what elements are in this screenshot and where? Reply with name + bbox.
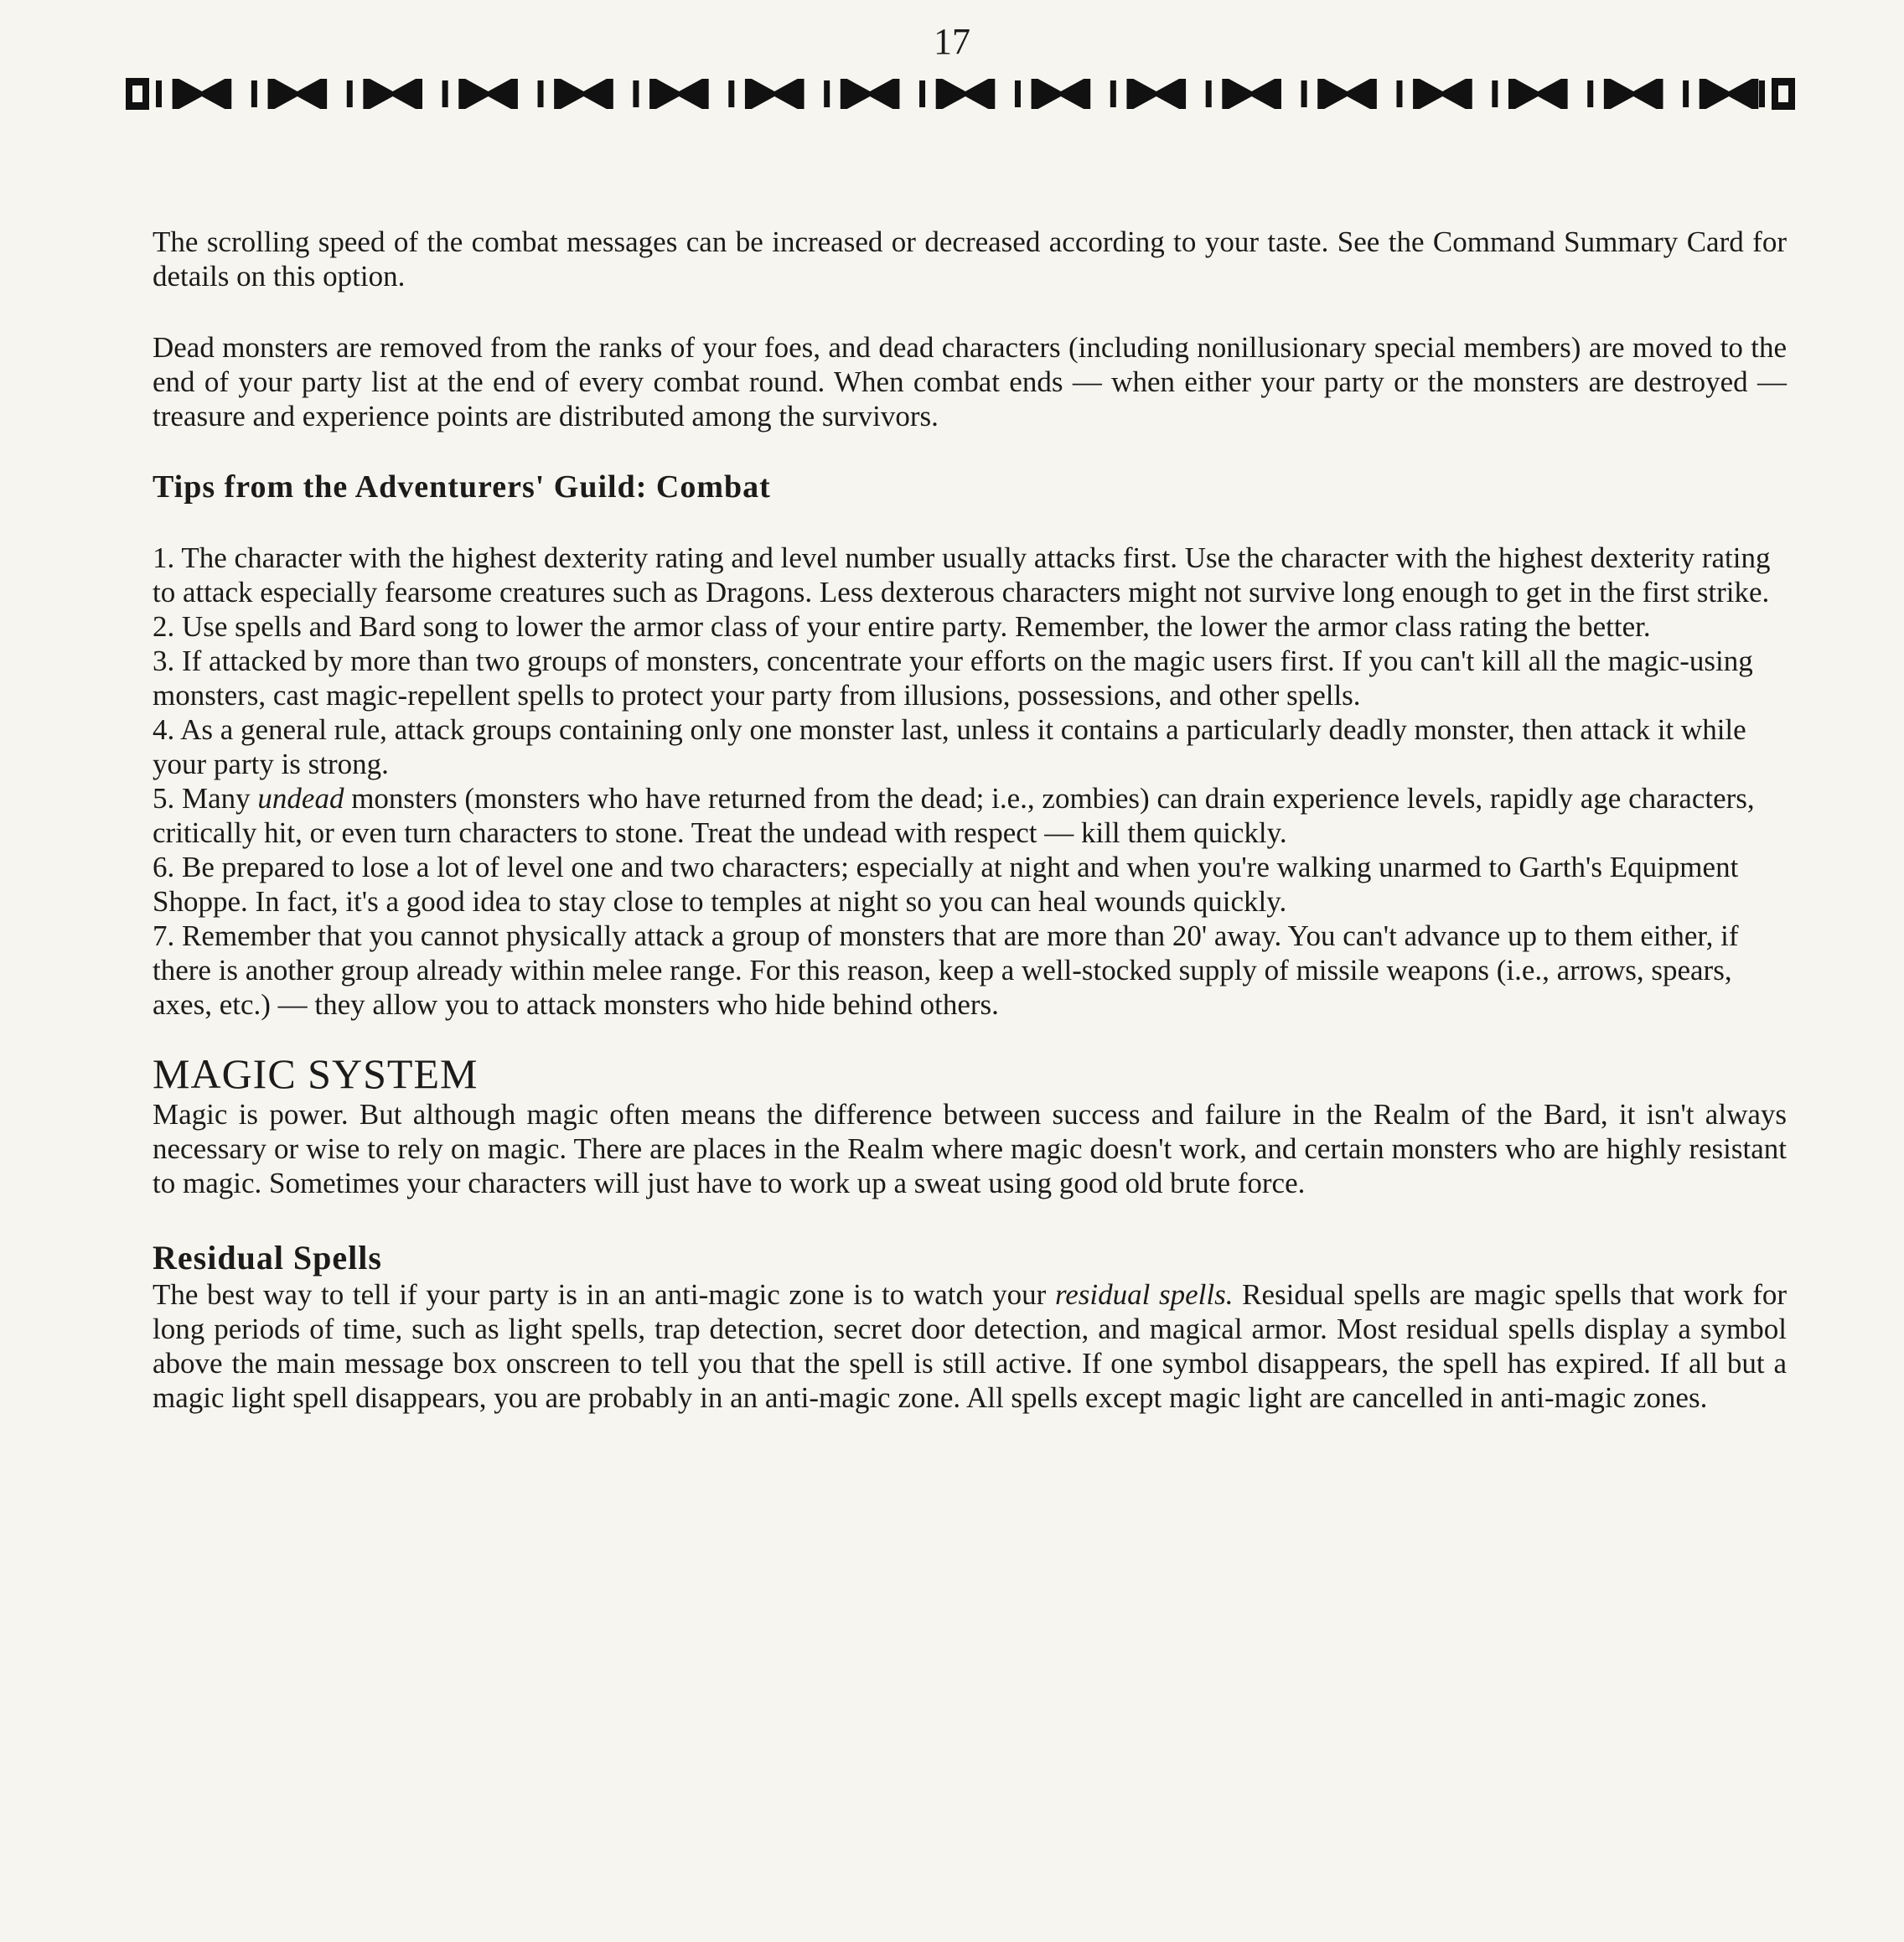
tip-item-5 [153,781,1787,850]
tips-list [153,541,1787,1022]
tip-5-italic: undead [257,782,344,815]
residual-suffix: Residual spells are magic spells that work for long periods of time, such as light spells, trap detection, secret door detection, and magical armor. Most residual spells display a symbol above the main message box onscreen to tell you that the spell is still active. If one symbol disappears, the spell has expired. If all but a magic light spell disappears, you are probably in an anti-magic zone. All spells except magic light are cancelled in anti-magic zones. [153,1278,1787,1414]
border-bar [538,80,544,107]
tips-heading: Tips from the Adventurers' Guild: Combat [153,469,771,505]
tip-5-prefix: 5. Many [153,782,258,815]
page-number: 17 [934,21,970,62]
border-bar [728,80,734,107]
tip-item: 2. Use spells and Bard song to lower the armor class of your entire party. Remember, the lower the armor class rating the better. [153,610,1651,643]
tip-item: 3. If attacked by more than two groups of monsters, concentrate your efforts on the magic users first. If you can't kill all the magic-using monsters, cast magic-repellent spells to protect your party from illusions, possessions, and other spells. [153,645,1753,712]
tip-5-suffix: monsters (monsters who have returned from the dead; i.e., zombies) can drain experience levels, rapidly age characters, critically hit, or even turn characters to stone. Treat the undead with respect — kill them quickly. [153,782,1755,849]
border-bar [347,80,353,107]
residual-spells-heading: Residual Spells [153,1239,382,1277]
border-bar [633,80,639,107]
border-bar [442,80,448,107]
intro-paragraph-2: Dead monsters are removed from the ranks of your foes, and dead characters (including nonillusionary special members) are moved to the end of your party list at the end of every combat round. When combat ends — when either your party or the monsters are destroyed — treasure and experience points are distributed among the survivors. [153,331,1787,432]
border-bar [251,80,257,107]
intro-paragraph-1: The scrolling speed of the combat messages can be increased or decreased according to your taste. See the Command Summary Card for details on this option. [153,225,1787,293]
tip-item: 1. The character with the highest dexterity rating and level number usually attacks first. Use the character with the highest dexterity rating to attack especially fearsome creatures such as Dragons. Less dexterous characters might not survive long enough to get in the first strike. [153,541,1771,608]
border-bar [1492,80,1498,107]
page-content [153,225,1787,1415]
tip-item: 7. Remember that you cannot physically attack a group of monsters that are more than 20' away. You can't advance up to them either, if there is another group already within melee range. For this reason, keep a well-stocked supply of missile weapons (i.e., arrows, spears, axes, etc.) — they allow you to attack monsters who hide behind others. [153,919,1739,1021]
border-bar [1206,80,1212,107]
border-end-square-inner [132,85,142,102]
border-bar [1759,80,1765,107]
border-bar [919,80,925,107]
border-bar [156,80,162,107]
border-bar [1683,80,1689,107]
border-end-square-inner [1778,85,1788,102]
border-bar [1301,80,1307,107]
border-bar [1015,80,1021,107]
border-bar [1110,80,1116,107]
residual-italic: residual spells. [1054,1278,1234,1311]
magic-system-heading: MAGIC SYSTEM [153,1050,479,1097]
tip-item: 4. As a general rule, attack groups containing only one monster last, unless it contains a particularly deadly monster, then attack it while your party is strong. [153,713,1746,780]
decorative-border [126,75,1795,112]
border-bar [1396,80,1402,107]
border-bar [824,80,830,107]
magic-system-paragraph: Magic is power. But although magic often means the difference between success and failure in the Realm of the Bard, it isn't always necessary or wise to rely on magic. There are places in the Realm where magic doesn't work, and certain monsters who are highly resistant to magic. Sometimes your characters will just have to work up a sweat using good old brute force. [153,1098,1787,1199]
residual-spells-paragraph [153,1277,1787,1415]
residual-prefix: The best way to tell if your party is in an anti-magic zone is to watch your [153,1278,1055,1311]
tip-item: 6. Be prepared to lose a lot of level one and two characters; especially at night and when you're walking unarmed to Garth's Equipment Shoppe. In fact, it's a good idea to stay close to temples at night so you can heal wounds quickly. [153,851,1739,918]
border-bar [1587,80,1593,107]
